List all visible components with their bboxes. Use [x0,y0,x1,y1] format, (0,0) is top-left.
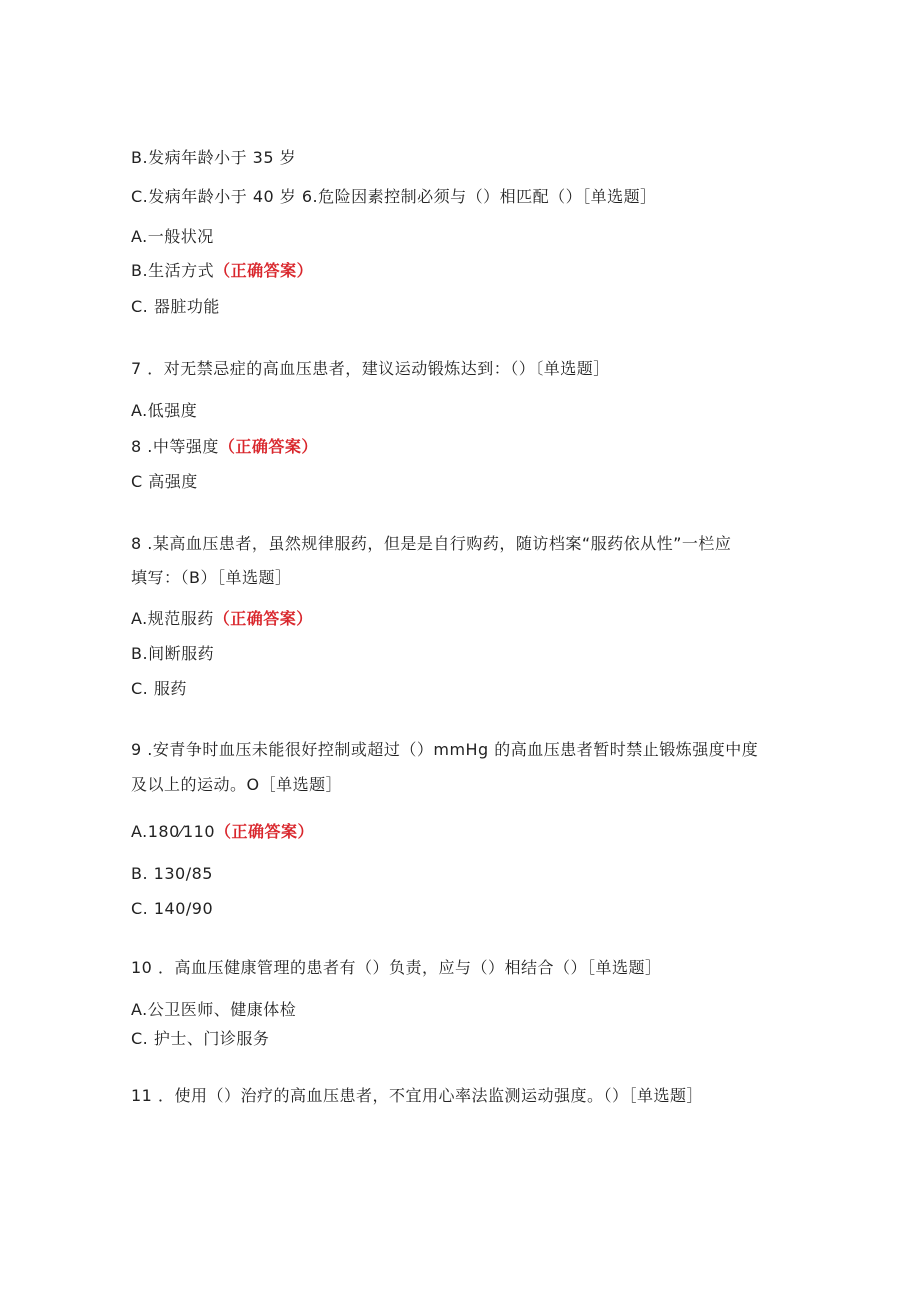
question-line: 8 .某高血压患者，虽然规律服药，但是是自行购药，随访档案“服药依从性”一栏应 [131,534,732,553]
option-line: A.公卫医师、健康体检 [131,1000,297,1019]
question-line: 10 ．高血压健康管理的患者有（）负责，应与（）相结合（）［单选题］ [131,958,662,977]
option-line: C. 140/90 [131,899,214,918]
correct-answer-mark: （正确答案） [213,609,313,628]
option-line: B.间断服药 [131,644,215,663]
option-line: C. 护士、门诊服务 [131,1029,270,1048]
question-line: 7 ．对无禁忌症的高血压患者，建议运动锻炼达到：（）〔单选题］ [131,359,610,378]
question-line: C.发病年龄小于 40 岁 6.危险因素控制必须与（）相匹配（）［单选题］ [131,187,657,206]
option-line: B.生活方式（正确答案） [131,261,314,280]
question-line: 11 ．使用（）治疗的高血压患者，不宜用心率法监测运动强度。（）［单选题］ [131,1086,703,1105]
correct-answer-mark: （正确答案） [218,437,318,456]
option-line: C 高强度 [131,472,198,491]
correct-answer-mark: （正确答案） [214,261,314,280]
question-line: 及以上的运动。O［单选题］ [131,775,343,794]
option-line: B.发病年龄小于 35 岁 [131,148,297,167]
option-line: A.低强度 [131,401,198,420]
option-line: C. 器脏功能 [131,297,220,316]
option-line: A.180⁄110（正确答案） [131,822,315,841]
option-line: B. 130/85 [131,864,213,883]
option-line: A.规范服药（正确答案） [131,609,313,628]
question-line: 9 .安青争时血压未能很好控制或超过（）mmHg 的高血压患者暂时禁止锻炼强度中度 [131,740,759,759]
option-line: C. 服药 [131,679,187,698]
option-line: A.一般状况 [131,227,214,246]
option-line: 8 .中等强度（正确答案） [131,437,318,456]
correct-answer-mark: （正确答案） [215,822,315,841]
question-line: 填写：（B）［单选题］ [131,568,292,587]
